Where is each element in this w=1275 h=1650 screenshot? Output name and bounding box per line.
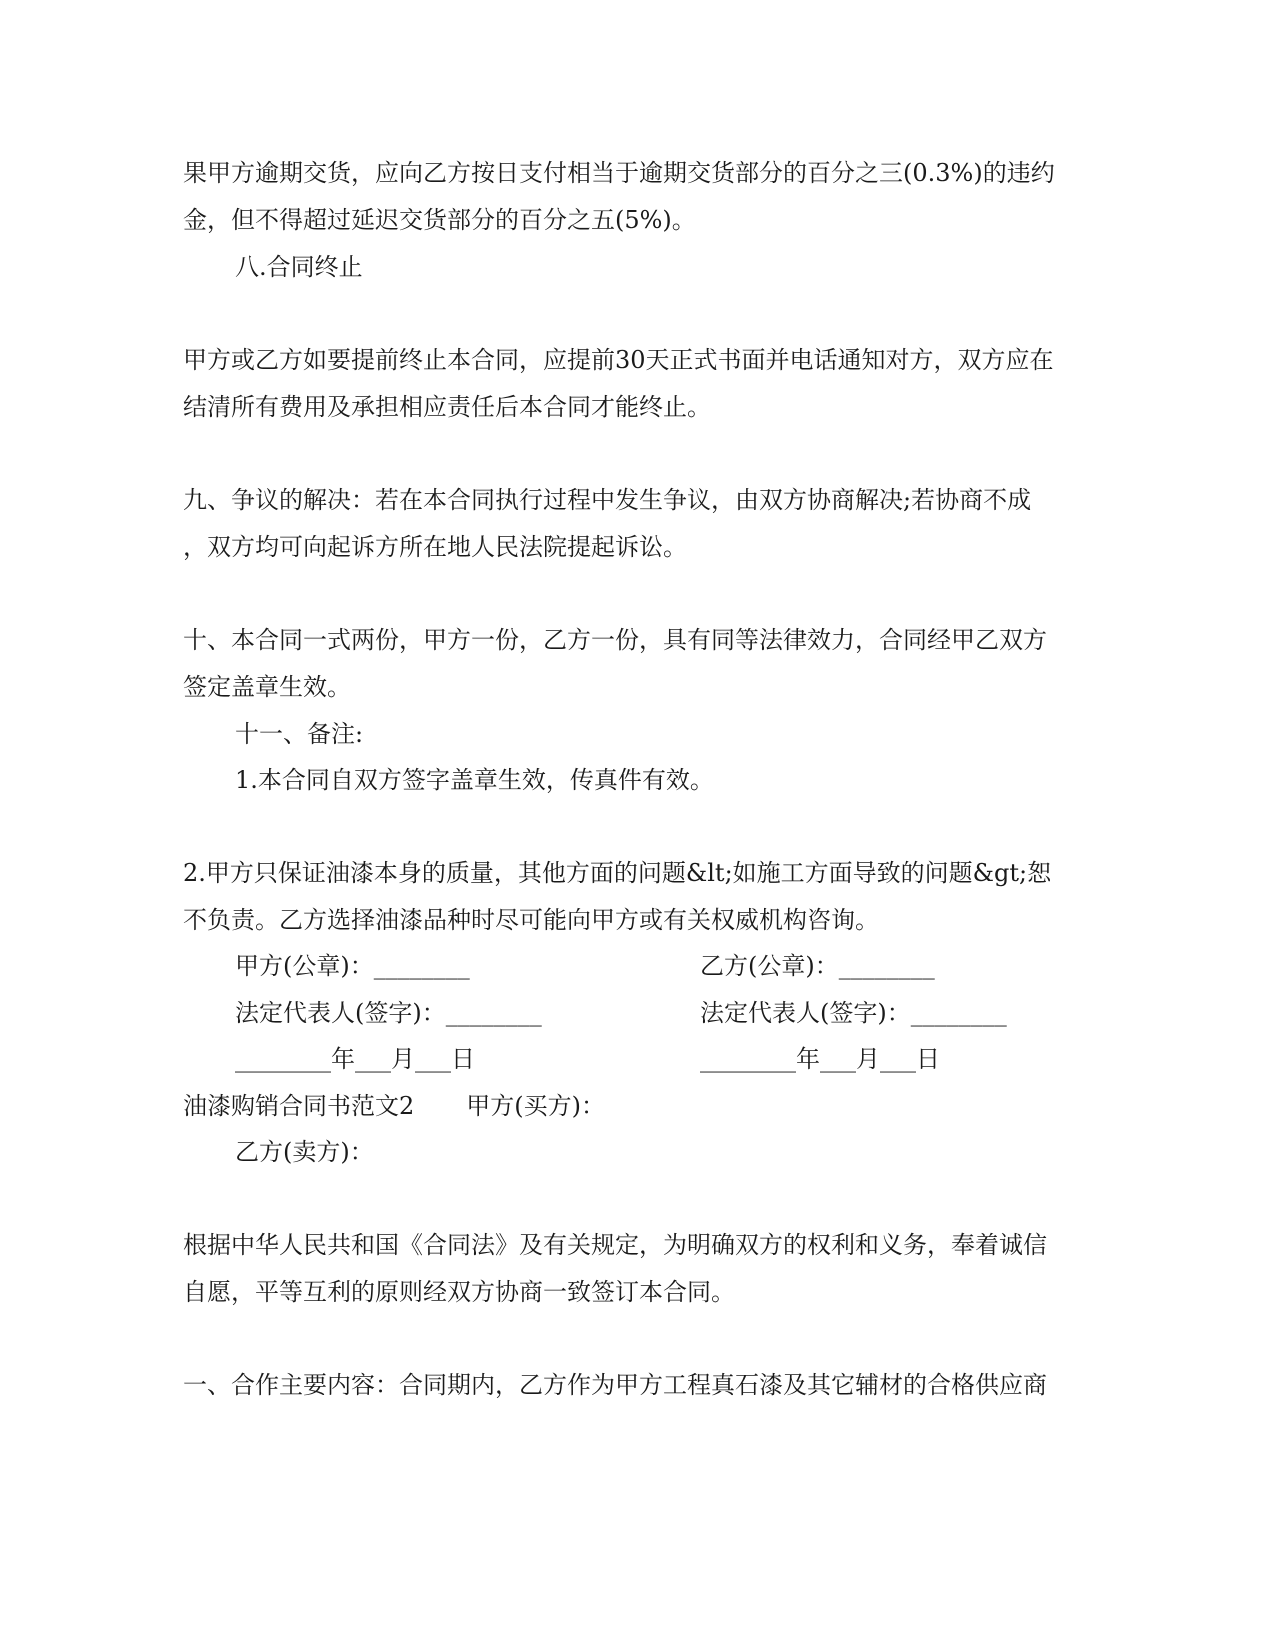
second-contract-title: 油漆购销合同书范文2	[183, 1092, 415, 1120]
paragraph-copies-line-2: 签定盖章生效。	[183, 673, 351, 701]
party-b-date: ________年___月___日	[700, 1045, 940, 1073]
party-b-representative: 法定代表人(签字)：________	[700, 999, 1007, 1027]
paragraph-dispute-line-1: 九、争议的解决：若在本合同执行过程中发生争议，由双方协商解决;若协商不成	[183, 486, 1032, 514]
item-1-line-1: 一、合作主要内容：合同期内，乙方作为甲方工程真石漆及其它辅材的合格供应商	[183, 1371, 1047, 1399]
section-11-heading: 十一、备注:	[235, 720, 364, 748]
paragraph-penalty-line-1: 果甲方逾期交货，应向乙方按日支付相当于逾期交货部分的百分之三(0.3%)的违约	[183, 159, 1055, 187]
note-2-line-1: 2.甲方只保证油漆本身的质量，其他方面的问题&lt;如施工方面导致的问题&gt;恕	[183, 859, 1052, 887]
intro-paragraph-line-2: 自愿，平等互利的原则经双方协商一致签订本合同。	[183, 1278, 735, 1306]
buyer-label: 甲方(买方)：	[466, 1092, 606, 1120]
note-2-line-2: 不负责。乙方选择油漆品种时尽可能向甲方或有关权威机构咨询。	[183, 906, 879, 934]
section-8-heading: 八.合同终止	[235, 253, 363, 281]
paragraph-penalty-line-2: 金，但不得超过延迟交货部分的百分之五(5%)。	[183, 206, 696, 234]
paragraph-copies-line-1: 十、本合同一式两份，甲方一份，乙方一份，具有同等法律效力，合同经甲乙双方	[183, 626, 1047, 654]
party-b-seal: 乙方(公章)：________	[700, 952, 935, 980]
intro-paragraph-line-1: 根据中华人民共和国《合同法》及有关规定，为明确双方的权利和义务，奉着诚信	[183, 1231, 1047, 1259]
party-a-representative: 法定代表人(签字)：________	[235, 999, 542, 1027]
paragraph-termination-line-1: 甲方或乙方如要提前终止本合同，应提前30天正式书面并电话通知对方，双方应在	[183, 346, 1054, 374]
paragraph-termination-line-2: 结清所有费用及承担相应责任后本合同才能终止。	[183, 393, 711, 421]
seller-label: 乙方(卖方)：	[235, 1138, 374, 1166]
note-1: 1.本合同自双方签字盖章生效，传真件有效。	[235, 766, 714, 794]
party-a-seal: 甲方(公章)：________	[235, 952, 470, 980]
second-contract-heading-line	[183, 1090, 605, 1122]
party-a-date: ________年___月___日	[235, 1045, 475, 1073]
paragraph-dispute-line-2: ，双方均可向起诉方所在地人民法院提起诉讼。	[183, 533, 687, 561]
